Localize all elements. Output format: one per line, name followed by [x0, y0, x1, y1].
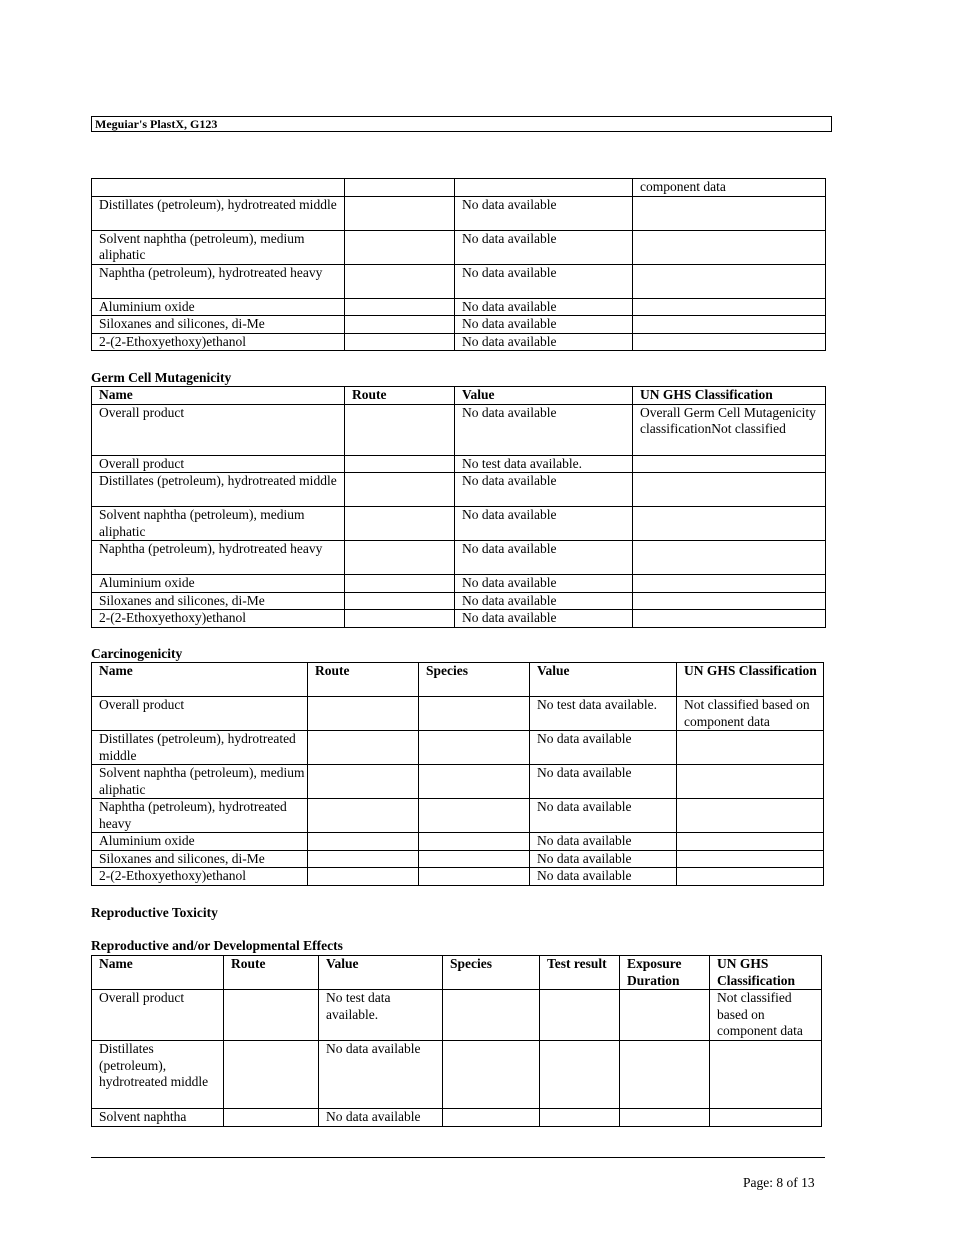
- table-cell: [308, 799, 419, 833]
- table-cell: Distillates (petroleum), hydrotreated middle: [92, 196, 345, 230]
- table-cell: [633, 575, 826, 593]
- column-header: Name: [92, 387, 345, 405]
- column-header: UN GHS Classification: [633, 387, 826, 405]
- table-cell: [633, 298, 826, 316]
- table-cell: No data available: [455, 230, 633, 264]
- table-cell: [345, 264, 455, 298]
- table-cell: [633, 592, 826, 610]
- column-header: UN GHS Classification: [677, 663, 824, 697]
- column-header: Route: [345, 387, 455, 405]
- table-cell: No data available: [530, 868, 677, 886]
- table-cell: [308, 697, 419, 731]
- table-cell: Solvent naphtha: [92, 1109, 224, 1127]
- table-row: [92, 230, 826, 264]
- table-header-row: [92, 663, 824, 697]
- reproductive-toxicity-title: Reproductive Toxicity: [91, 905, 218, 920]
- table-cell: [345, 179, 455, 197]
- column-header: Name: [92, 663, 308, 697]
- table-cell: [677, 850, 824, 868]
- table-cell: Naphtha (petroleum), hydrotreated heavy: [92, 799, 308, 833]
- column-header: Value: [530, 663, 677, 697]
- table-cell: Naphtha (petroleum), hydrotreated heavy: [92, 264, 345, 298]
- table-cell: Solvent naphtha (petroleum), medium aliphatic: [92, 507, 345, 541]
- table-cell: [345, 455, 455, 473]
- table-cell: [710, 1109, 822, 1127]
- table-row: [92, 1109, 822, 1127]
- table-row: [92, 473, 826, 507]
- table-cell: No data available: [319, 1041, 443, 1109]
- table-row: [92, 868, 824, 886]
- table-row: [92, 1041, 822, 1109]
- table-cell: 2-(2-Ethoxyethoxy)ethanol: [92, 333, 345, 351]
- table-cell: Overall product: [92, 697, 308, 731]
- column-header: Test result: [540, 956, 620, 990]
- table-cell: Aluminium oxide: [92, 298, 345, 316]
- table-cell: No test data available.: [455, 455, 633, 473]
- table-cell: [224, 990, 319, 1041]
- table-cell: [540, 1109, 620, 1127]
- table-cell: Aluminium oxide: [92, 833, 308, 851]
- column-header: Route: [224, 956, 319, 990]
- table-cell: [633, 333, 826, 351]
- table-cell: [677, 731, 824, 765]
- footer-divider: [91, 1157, 825, 1158]
- table-cell: [419, 765, 530, 799]
- table-cell: Siloxanes and silicones, di-Me: [92, 850, 308, 868]
- table-cell: [677, 765, 824, 799]
- reproductive-effects-subtitle: Reproductive and/or Developmental Effects: [91, 938, 343, 953]
- table-cell: [633, 316, 826, 334]
- table-cell: [455, 179, 633, 197]
- table-cell: No test data available.: [319, 990, 443, 1041]
- table-cell: [345, 316, 455, 334]
- germ-cell-mutagenicity-table: [91, 386, 826, 628]
- table-cell: [308, 833, 419, 851]
- table-cell: [540, 1041, 620, 1109]
- table-cell: Overall product: [92, 990, 224, 1041]
- table-cell: [633, 507, 826, 541]
- table-cell: No data available: [455, 298, 633, 316]
- table-cell: [345, 298, 455, 316]
- table-cell: 2-(2-Ethoxyethoxy)ethanol: [92, 868, 308, 886]
- table-cell: [345, 575, 455, 593]
- table-cell: [345, 473, 455, 507]
- table-cell: [419, 868, 530, 886]
- table-cell: [345, 541, 455, 575]
- table-cell: [419, 799, 530, 833]
- table-cell: [443, 1041, 540, 1109]
- table-cell: No data available: [455, 333, 633, 351]
- table-cell: 2-(2-Ethoxyethoxy)ethanol: [92, 610, 345, 628]
- table-row: [92, 179, 826, 197]
- table-cell: [92, 179, 345, 197]
- table-cell: [345, 507, 455, 541]
- table-cell: Solvent naphtha (petroleum), medium aliphatic: [92, 230, 345, 264]
- table-cell: [419, 850, 530, 868]
- table-cell: Siloxanes and silicones, di-Me: [92, 592, 345, 610]
- column-header: Species: [419, 663, 530, 697]
- table-header-row: [92, 956, 822, 990]
- column-header: Value: [319, 956, 443, 990]
- table-cell: No data available: [319, 1109, 443, 1127]
- table-cell: [677, 799, 824, 833]
- table-cell: No data available: [455, 592, 633, 610]
- germ-cell-mutagenicity-title: Germ Cell Mutagenicity: [91, 370, 232, 385]
- table-cell: [224, 1041, 319, 1109]
- table-row: [92, 196, 826, 230]
- column-header: UN GHS Classification: [710, 956, 822, 990]
- table-cell: [633, 610, 826, 628]
- table-cell: [419, 833, 530, 851]
- table-row: [92, 697, 824, 731]
- table-cell: No data available: [455, 264, 633, 298]
- table-cell: Not classified based on component data: [710, 990, 822, 1041]
- table-row: [92, 850, 824, 868]
- page-number: Page: 8 of 13: [743, 1175, 815, 1190]
- table-cell: No data available: [455, 404, 633, 455]
- table-cell: Overall product: [92, 404, 345, 455]
- table-row: [92, 333, 826, 351]
- table-cell: [345, 404, 455, 455]
- column-header: Route: [308, 663, 419, 697]
- table-cell: No data available: [455, 610, 633, 628]
- table-cell: [633, 230, 826, 264]
- table-cell: [345, 610, 455, 628]
- table-cell: No data available: [530, 731, 677, 765]
- table-cell: Distillates (petroleum), hydrotreated middle: [92, 1041, 224, 1109]
- table-cell: No data available: [530, 799, 677, 833]
- table-cell: [443, 990, 540, 1041]
- table-row: [92, 455, 826, 473]
- table-cell: No data available: [455, 196, 633, 230]
- table-row: [92, 575, 826, 593]
- table-row: [92, 610, 826, 628]
- table-cell: No data available: [455, 316, 633, 334]
- table-row: [92, 833, 824, 851]
- column-header: Exposure Duration: [620, 956, 710, 990]
- table-header-row: [92, 387, 826, 405]
- table-cell: No data available: [455, 541, 633, 575]
- table-cell: [345, 196, 455, 230]
- table-cell: component data: [633, 179, 826, 197]
- table-cell: No data available: [455, 507, 633, 541]
- table-cell: [633, 196, 826, 230]
- table-cell: Naphtha (petroleum), hydrotreated heavy: [92, 541, 345, 575]
- table-cell: [419, 697, 530, 731]
- table-cell: [419, 731, 530, 765]
- carcinogenicity-title: Carcinogenicity: [91, 646, 183, 661]
- table-cell: [308, 868, 419, 886]
- table-cell: [345, 333, 455, 351]
- table-row: [92, 765, 824, 799]
- column-header: Name: [92, 956, 224, 990]
- table-cell: No data available: [530, 765, 677, 799]
- table-row: [92, 731, 824, 765]
- table-row: [92, 264, 826, 298]
- table-cell: [710, 1041, 822, 1109]
- table-cell: [633, 473, 826, 507]
- reproductive-effects-table: [91, 955, 822, 1127]
- table-cell: Aluminium oxide: [92, 575, 345, 593]
- continued-table: [91, 178, 826, 351]
- table-cell: [345, 230, 455, 264]
- table-cell: [224, 1109, 319, 1127]
- carcinogenicity-table: [91, 662, 824, 886]
- table-row: [92, 316, 826, 334]
- table-cell: [633, 264, 826, 298]
- product-header: Meguiar's PlastX, G123: [91, 116, 832, 132]
- table-cell: [308, 731, 419, 765]
- table-cell: [540, 990, 620, 1041]
- table-cell: No data available: [530, 850, 677, 868]
- table-row: [92, 990, 822, 1041]
- table-cell: [345, 592, 455, 610]
- table-cell: [620, 990, 710, 1041]
- table-row: [92, 799, 824, 833]
- table-row: [92, 592, 826, 610]
- table-cell: No data available: [455, 575, 633, 593]
- table-cell: [620, 1109, 710, 1127]
- table-cell: [633, 455, 826, 473]
- table-cell: Distillates (petroleum), hydrotreated middle: [92, 731, 308, 765]
- table-row: [92, 507, 826, 541]
- table-cell: [677, 833, 824, 851]
- table-cell: [677, 868, 824, 886]
- table-row: [92, 298, 826, 316]
- table-cell: No test data available.: [530, 697, 677, 731]
- table-cell: [443, 1109, 540, 1127]
- table-cell: Solvent naphtha (petroleum), medium aliphatic: [92, 765, 308, 799]
- table-cell: No data available: [455, 473, 633, 507]
- table-cell: No data available: [530, 833, 677, 851]
- table-cell: [308, 850, 419, 868]
- table-cell: [308, 765, 419, 799]
- table-cell: Overall product: [92, 455, 345, 473]
- column-header: Species: [443, 956, 540, 990]
- column-header: Value: [455, 387, 633, 405]
- table-cell: Siloxanes and silicones, di-Me: [92, 316, 345, 334]
- table-cell: Overall Germ Cell Mutagenicity classificationNot classified: [633, 404, 826, 455]
- table-cell: Distillates (petroleum), hydrotreated middle: [92, 473, 345, 507]
- table-cell: Not classified based on component data: [677, 697, 824, 731]
- table-cell: [620, 1041, 710, 1109]
- table-cell: [633, 541, 826, 575]
- table-row: [92, 404, 826, 455]
- table-row: [92, 541, 826, 575]
